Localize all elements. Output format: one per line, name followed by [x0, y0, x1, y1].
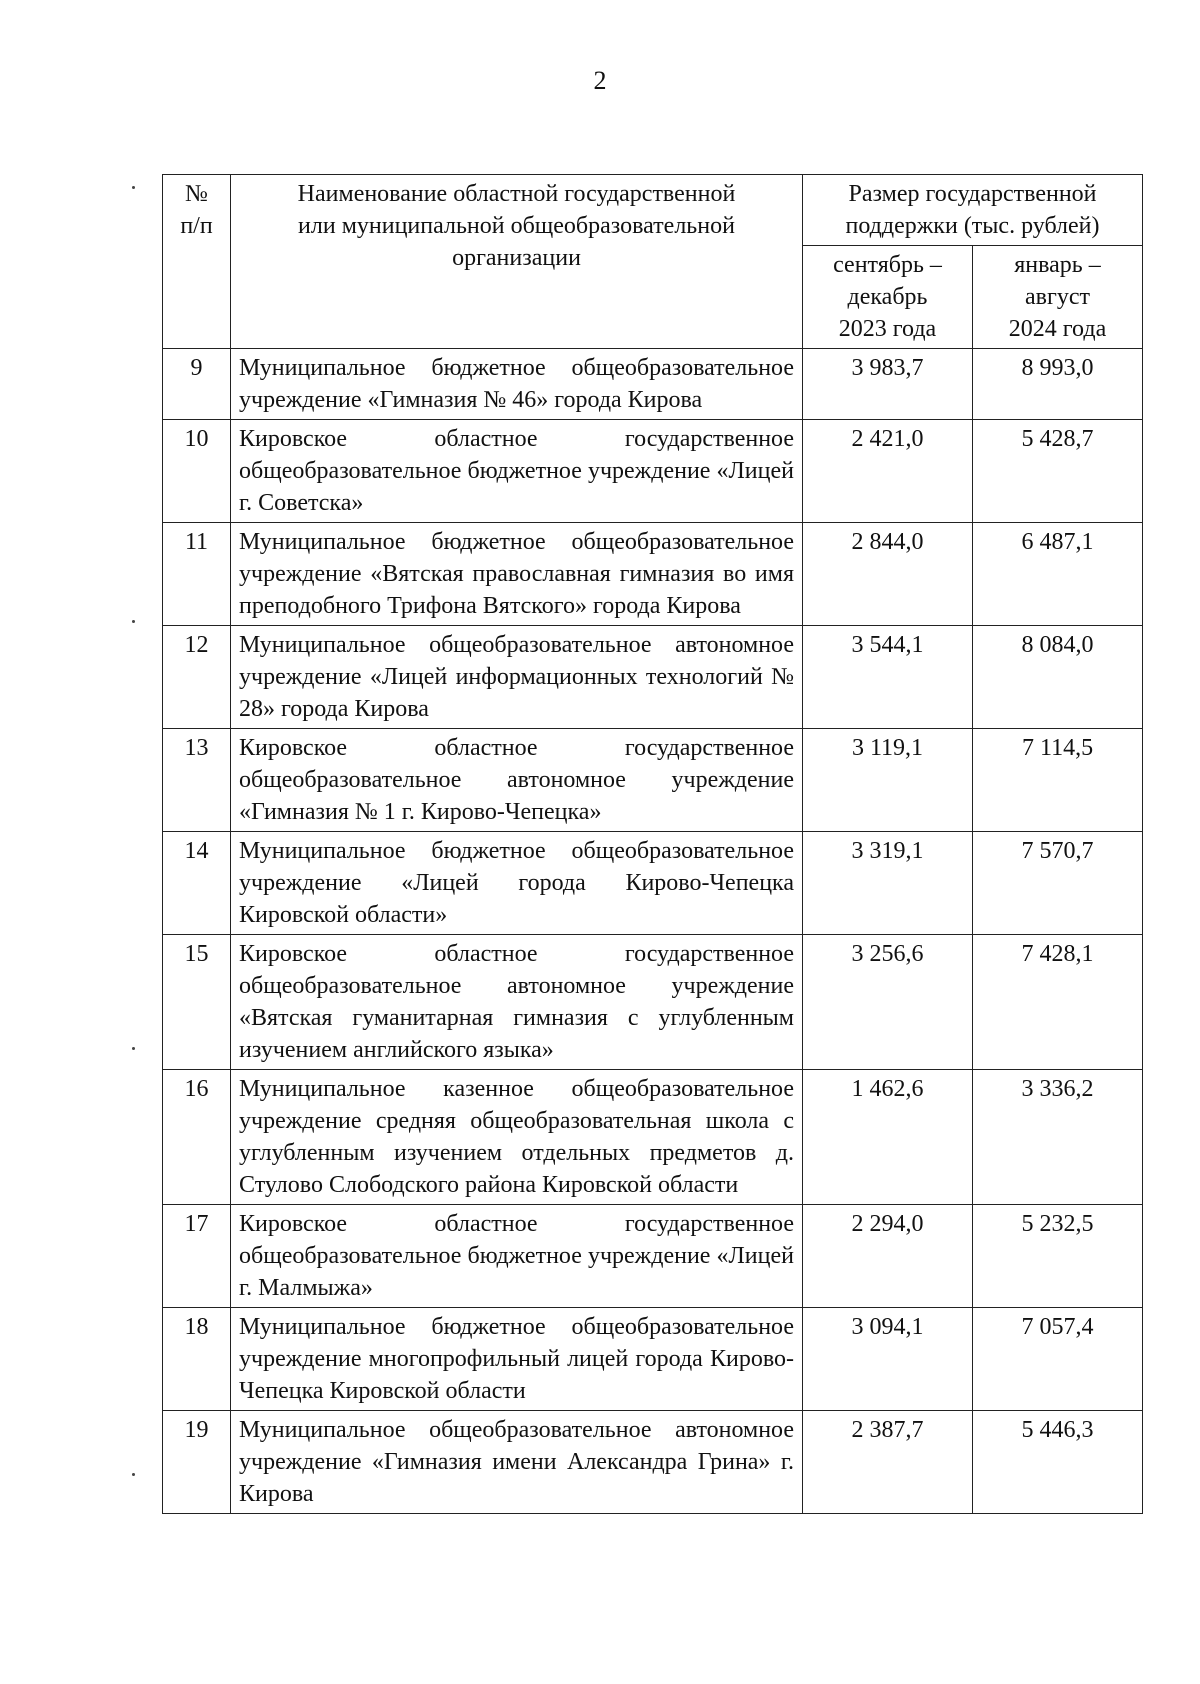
row-number: 10: [163, 420, 231, 523]
support-2023-value: 3 544,1: [803, 626, 973, 729]
table-row: [163, 1205, 1143, 1308]
table-row: [163, 626, 1143, 729]
header-support-size: Размер государственной поддержки (тыс. рублей): [803, 175, 1143, 246]
support-2023-value: 2 294,0: [803, 1205, 973, 1308]
scan-speck: [132, 1473, 135, 1476]
support-2023-value: 2 844,0: [803, 523, 973, 626]
row-number: 13: [163, 729, 231, 832]
row-number: 17: [163, 1205, 231, 1308]
row-number: 19: [163, 1411, 231, 1514]
support-2024-value: 5 446,3: [973, 1411, 1143, 1514]
organization-name: Муниципальное бюджетное общеобразовательное учреждение «Вятская православная гимназия во имя преподобного Трифона Вятского» города Кирова: [231, 523, 803, 626]
row-number: 15: [163, 935, 231, 1070]
row-number: 12: [163, 626, 231, 729]
support-2024-value: 8 993,0: [973, 349, 1143, 420]
row-number: 11: [163, 523, 231, 626]
table-row: [163, 420, 1143, 523]
table-row: [163, 935, 1143, 1070]
table-body: [163, 349, 1143, 1514]
row-number: 9: [163, 349, 231, 420]
support-2023-value: 2 387,7: [803, 1411, 973, 1514]
organization-name: Муниципальное общеобразовательное автономное учреждение «Лицей информационных технологий № 28» города Кирова: [231, 626, 803, 729]
table-row: [163, 832, 1143, 935]
organization-name: Муниципальное бюджетное общеобразовательное учреждение «Гимназия № 46» города Кирова: [231, 349, 803, 420]
organization-name: Муниципальное бюджетное общеобразовательное учреждение многопрофильный лицей города Кирово-Чепецка Кировской области: [231, 1308, 803, 1411]
table-header-row: [163, 175, 1143, 246]
support-2024-value: 7 057,4: [973, 1308, 1143, 1411]
scan-speck: [132, 186, 135, 189]
organization-name: Муниципальное бюджетное общеобразовательное учреждение «Лицей города Кирово-Чепецка Кировской области»: [231, 832, 803, 935]
organization-name: Муниципальное казенное общеобразовательное учреждение средняя общеобразовательная школа с углубленным изучением отдельных предметов д. Стулово Слободского района Кировской области: [231, 1070, 803, 1205]
organization-name: Кировское областное государственное общеобразовательное автономное учреждение «Вятская гуманитарная гимназия с углубленным изучением английского языка»: [231, 935, 803, 1070]
support-table: [162, 174, 1143, 1514]
support-2023-value: 3 119,1: [803, 729, 973, 832]
header-period-2023: сентябрь – декабрь 2023 года: [803, 246, 973, 349]
table-row: [163, 349, 1143, 420]
support-2024-value: 5 232,5: [973, 1205, 1143, 1308]
support-2024-value: 3 336,2: [973, 1070, 1143, 1205]
organization-name: Кировское областное государственное общеобразовательное бюджетное учреждение «Лицей г. Советска»: [231, 420, 803, 523]
row-number: 18: [163, 1308, 231, 1411]
table-row: [163, 1070, 1143, 1205]
scan-speck: [132, 1047, 135, 1050]
support-2024-value: 7 428,1: [973, 935, 1143, 1070]
support-2024-value: 7 114,5: [973, 729, 1143, 832]
support-2023-value: 3 256,6: [803, 935, 973, 1070]
header-number: № п/п: [163, 175, 231, 349]
support-2024-value: 8 084,0: [973, 626, 1143, 729]
organization-name: Муниципальное общеобразовательное автономное учреждение «Гимназия имени Александра Грина» г. Кирова: [231, 1411, 803, 1514]
support-2023-value: 3 983,7: [803, 349, 973, 420]
row-number: 14: [163, 832, 231, 935]
table-row: [163, 1411, 1143, 1514]
header-period-2024: январь – август 2024 года: [973, 246, 1143, 349]
support-2023-value: 3 319,1: [803, 832, 973, 935]
support-2024-value: 7 570,7: [973, 832, 1143, 935]
organization-name: Кировское областное государственное общеобразовательное бюджетное учреждение «Лицей г. Малмыжа»: [231, 1205, 803, 1308]
header-organization: Наименование областной государственной или муниципальной общеобразовательной организации: [231, 175, 803, 349]
row-number: 16: [163, 1070, 231, 1205]
support-2024-value: 5 428,7: [973, 420, 1143, 523]
support-2023-value: 2 421,0: [803, 420, 973, 523]
support-2023-value: 1 462,6: [803, 1070, 973, 1205]
page-number: 2: [593, 66, 607, 95]
table-row: [163, 523, 1143, 626]
support-2024-value: 6 487,1: [973, 523, 1143, 626]
table-row: [163, 1308, 1143, 1411]
table-row: [163, 729, 1143, 832]
organization-name: Кировское областное государственное общеобразовательное автономное учреждение «Гимназия № 1 г. Кирово-Чепецка»: [231, 729, 803, 832]
scan-speck: [132, 620, 135, 623]
support-2023-value: 3 094,1: [803, 1308, 973, 1411]
